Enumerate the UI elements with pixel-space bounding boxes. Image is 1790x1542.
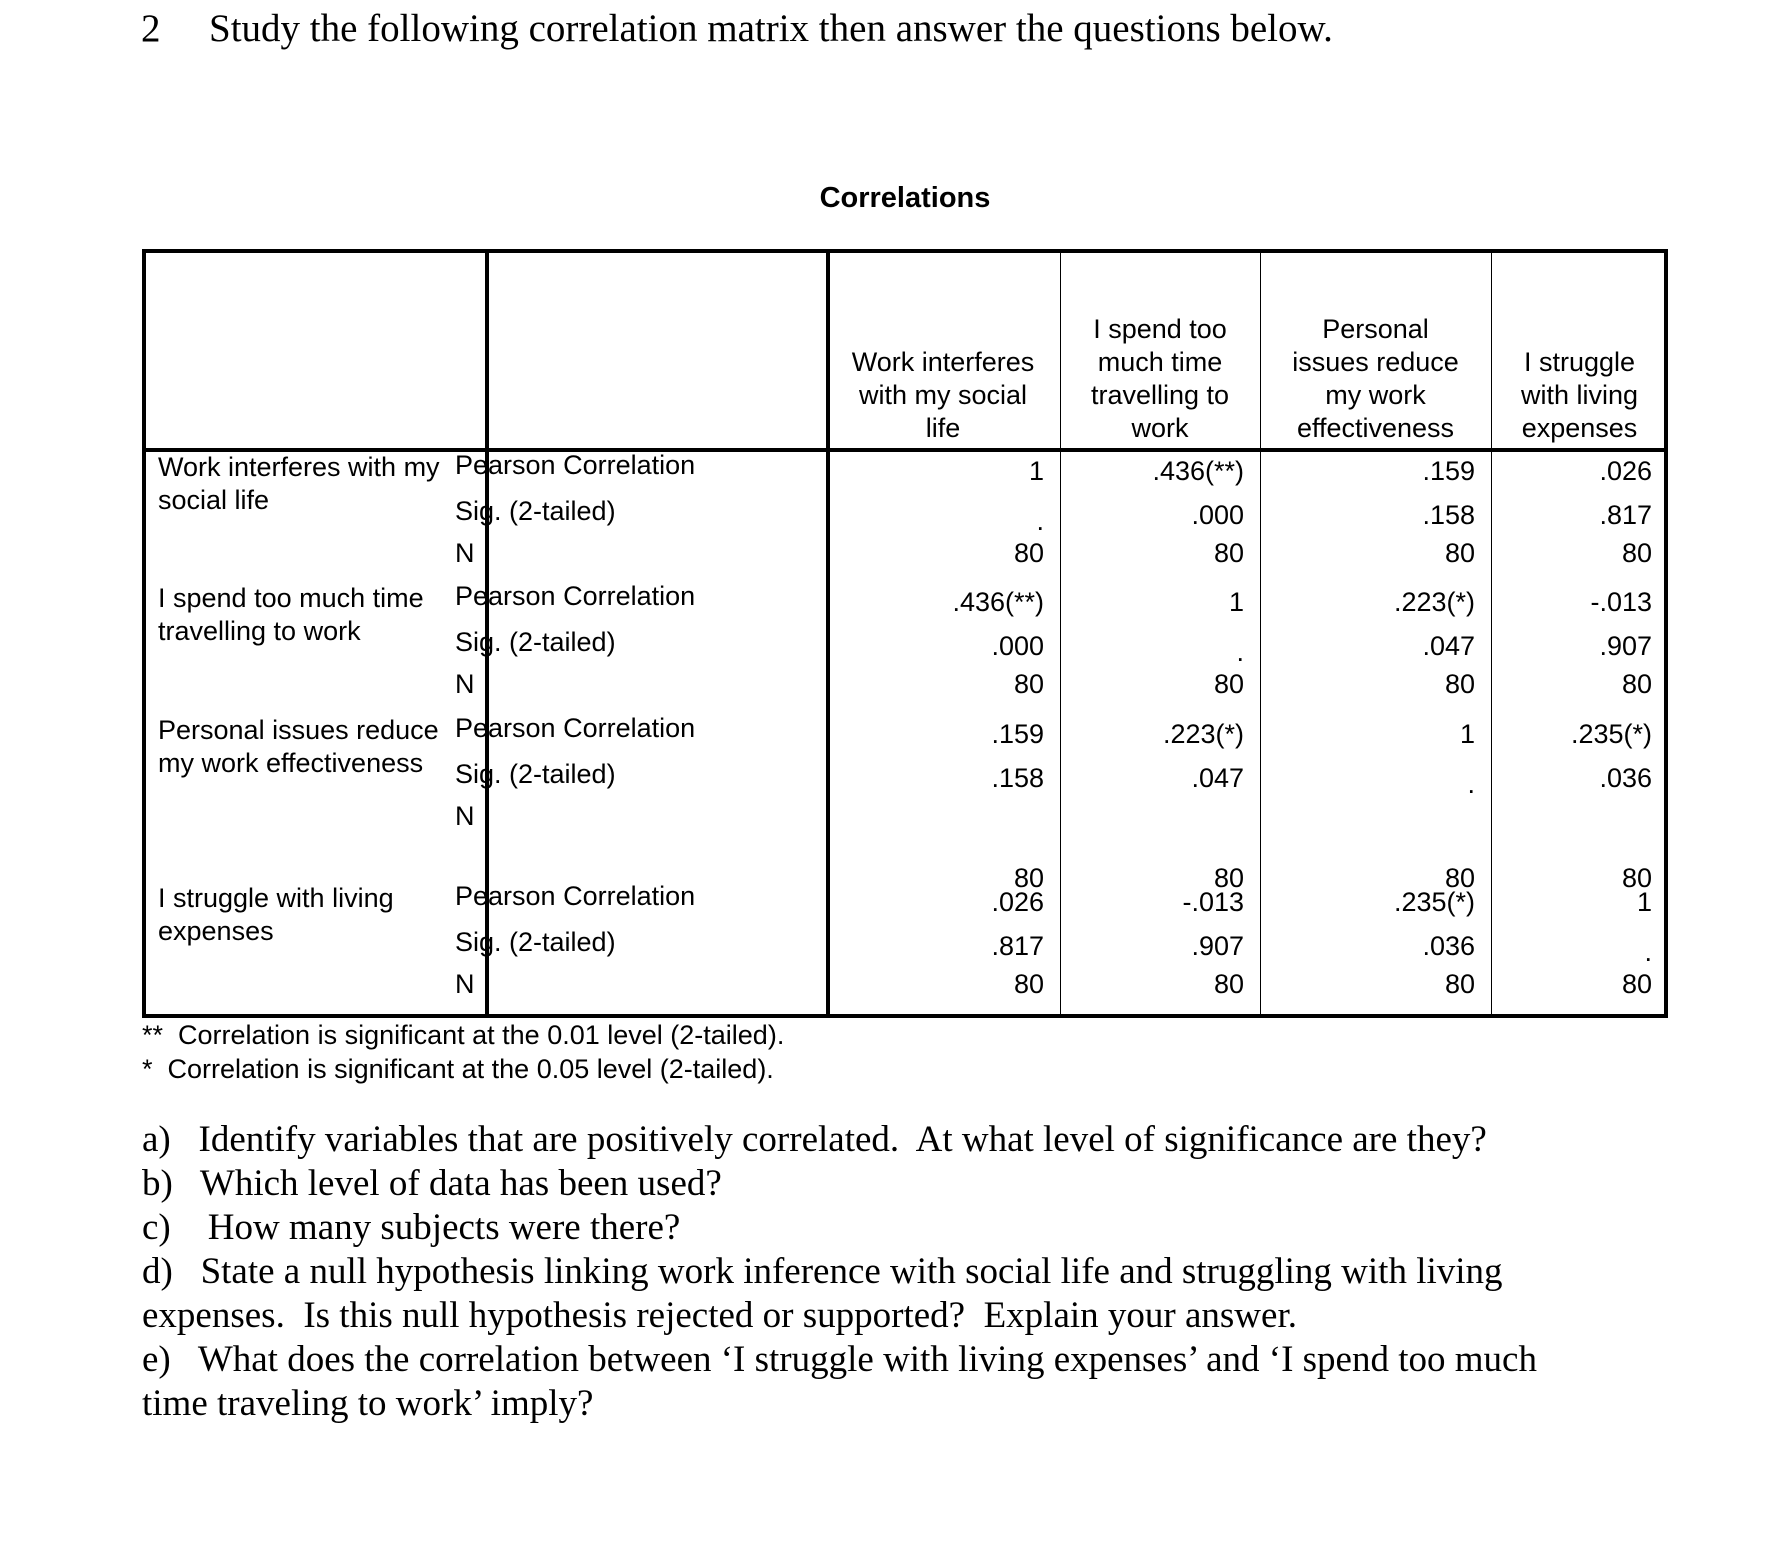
row-label-line: my work effectiveness — [158, 748, 424, 778]
column-header-line: effectiveness — [1296, 413, 1455, 443]
table-cell-value: .159 — [1422, 456, 1475, 486]
table-cell-value: 80 — [1213, 538, 1244, 568]
table-cell-value: .223(*) — [1393, 587, 1475, 617]
table-cell-value: 80 — [1621, 863, 1652, 893]
stat-label: Sig. (2-tailed) — [455, 627, 616, 657]
column-header-line: issues reduce — [1292, 347, 1459, 377]
question-number: 2 — [141, 7, 161, 50]
table-cell-value: 80 — [1013, 669, 1044, 699]
table-cell-value: -.013 — [1182, 887, 1244, 917]
table-cell-value: . — [1644, 937, 1652, 967]
table-cell-value: . — [1467, 769, 1475, 799]
table-cell-value: .436(**) — [1152, 456, 1244, 486]
table-cell-value: .036 — [1422, 931, 1475, 961]
table-cell-value: .026 — [1599, 456, 1652, 486]
table-cell-value: .047 — [1191, 763, 1244, 793]
column-header-line: Work interferes — [851, 347, 1035, 377]
table-cell-value: .235(*) — [1570, 719, 1652, 749]
table-cell-value: 80 — [1013, 863, 1044, 893]
table-cell-value: .159 — [991, 719, 1044, 749]
stat-label: N — [455, 538, 475, 568]
row-label — [158, 714, 439, 780]
table-cell-value: .907 — [1599, 631, 1652, 661]
stat-label: Sig. (2-tailed) — [455, 496, 616, 526]
footnote-significance-005: * Correlation is significant at the 0.05 level (2-tailed). — [142, 1054, 774, 1084]
table-cell-value: .000 — [991, 631, 1044, 661]
column-header-line: with living — [1520, 380, 1639, 410]
column-header-line: I spend too — [1093, 314, 1227, 344]
column-header — [1491, 346, 1668, 445]
stat-label: N — [455, 669, 475, 699]
table-cell-value: . — [1236, 637, 1244, 667]
column-header-line: travelling to — [1090, 380, 1230, 410]
row-label — [158, 582, 424, 648]
stat-label: Pearson Correlation — [455, 881, 696, 911]
table-cell-value: . — [1036, 506, 1044, 536]
table-cell-value: .235(*) — [1393, 887, 1475, 917]
table-cell-value: .817 — [1599, 500, 1652, 530]
column-header — [1060, 313, 1260, 445]
table-cell-value: 80 — [1621, 669, 1652, 699]
stat-label: N — [455, 969, 475, 999]
table-cell-value: .817 — [991, 931, 1044, 961]
table-cell-value: 80 — [1013, 969, 1044, 999]
row-label-line: travelling to work — [158, 616, 361, 646]
question-c: c) How many subjects were there? — [142, 1207, 681, 1248]
row-label — [158, 451, 440, 517]
row-label-line: I struggle with living — [158, 883, 394, 913]
question-a: a) Identify variables that are positively correlated. At what level of significance are they? — [142, 1119, 1487, 1160]
table-cell-value: 1 — [1028, 456, 1044, 486]
table-cell-value: 1 — [1636, 887, 1652, 917]
question-d: d) State a null hypothesis linking work inference with social life and struggling with living expenses. Is this null hypothesis rejected or supported? Explain your answer. — [142, 1251, 1512, 1336]
table-cell-value: .223(*) — [1162, 719, 1244, 749]
stat-label: Sig. (2-tailed) — [455, 759, 616, 789]
table-footnotes — [142, 1018, 784, 1086]
question-b: b) Which level of data has been used? — [142, 1163, 722, 1204]
question-heading — [141, 6, 1333, 51]
table-cell-value: .436(**) — [952, 587, 1044, 617]
table-cell-value: 80 — [1444, 538, 1475, 568]
row-label-line: expenses — [158, 916, 274, 946]
column-header — [1260, 313, 1491, 445]
stat-label: Pearson Correlation — [455, 450, 696, 480]
row-label-line: I spend too much time — [158, 583, 424, 613]
column-header-line: expenses — [1521, 413, 1638, 443]
question-e: e) What does the correlation between ‘I struggle with living expenses’ and ‘I spend too much time traveling to work’ imply? — [142, 1339, 1547, 1424]
stat-label: Pearson Correlation — [455, 713, 696, 743]
row-label-line: Work interferes with my — [158, 452, 440, 482]
table-cell-value: .158 — [991, 763, 1044, 793]
table-cell-value: 80 — [1444, 669, 1475, 699]
correlation-table — [142, 249, 1668, 1018]
question-list — [142, 1118, 1547, 1426]
footnote-significance-001: ** Correlation is significant at the 0.01 level (2-tailed). — [142, 1020, 785, 1050]
column-header-line: work — [1131, 413, 1189, 443]
column-header — [826, 346, 1060, 445]
table-cell-value: 80 — [1213, 863, 1244, 893]
table-cell-value: .047 — [1422, 631, 1475, 661]
row-label — [158, 882, 394, 948]
table-cell-value: .026 — [991, 887, 1044, 917]
column-header-line: I struggle — [1523, 347, 1636, 377]
stat-label: Sig. (2-tailed) — [455, 927, 616, 957]
table-cell-value: 1 — [1228, 587, 1244, 617]
table-cell-value: .158 — [1422, 500, 1475, 530]
table-cell-value: 80 — [1213, 969, 1244, 999]
column-header-line: my work — [1325, 380, 1426, 410]
table-cell-value: 80 — [1621, 538, 1652, 568]
column-header-line: Personal — [1322, 314, 1429, 344]
table-cell-value: 80 — [1213, 669, 1244, 699]
column-header-line: with my social — [858, 380, 1028, 410]
question-instruction: Study the following correlation matrix then answer the questions below. — [209, 7, 1333, 50]
table-cell-value: 80 — [1621, 969, 1652, 999]
table-cell-value: .000 — [1191, 500, 1244, 530]
stat-label: Pearson Correlation — [455, 581, 696, 611]
column-header-line: life — [925, 413, 961, 443]
stat-label: N — [455, 801, 475, 831]
table-cell-value: .907 — [1191, 931, 1244, 961]
table-cell-value: 80 — [1444, 969, 1475, 999]
table-cell-value: 1 — [1459, 719, 1475, 749]
table-cell-value: 80 — [1444, 863, 1475, 893]
column-header-line: much time — [1097, 347, 1223, 377]
row-label-line: social life — [158, 485, 270, 515]
table-cell-value: 80 — [1013, 538, 1044, 568]
row-label-line: Personal issues reduce — [158, 715, 439, 745]
table-cell-value: -.013 — [1590, 587, 1652, 617]
table-cell-value: .036 — [1599, 763, 1652, 793]
table-title: Correlations — [819, 182, 991, 214]
